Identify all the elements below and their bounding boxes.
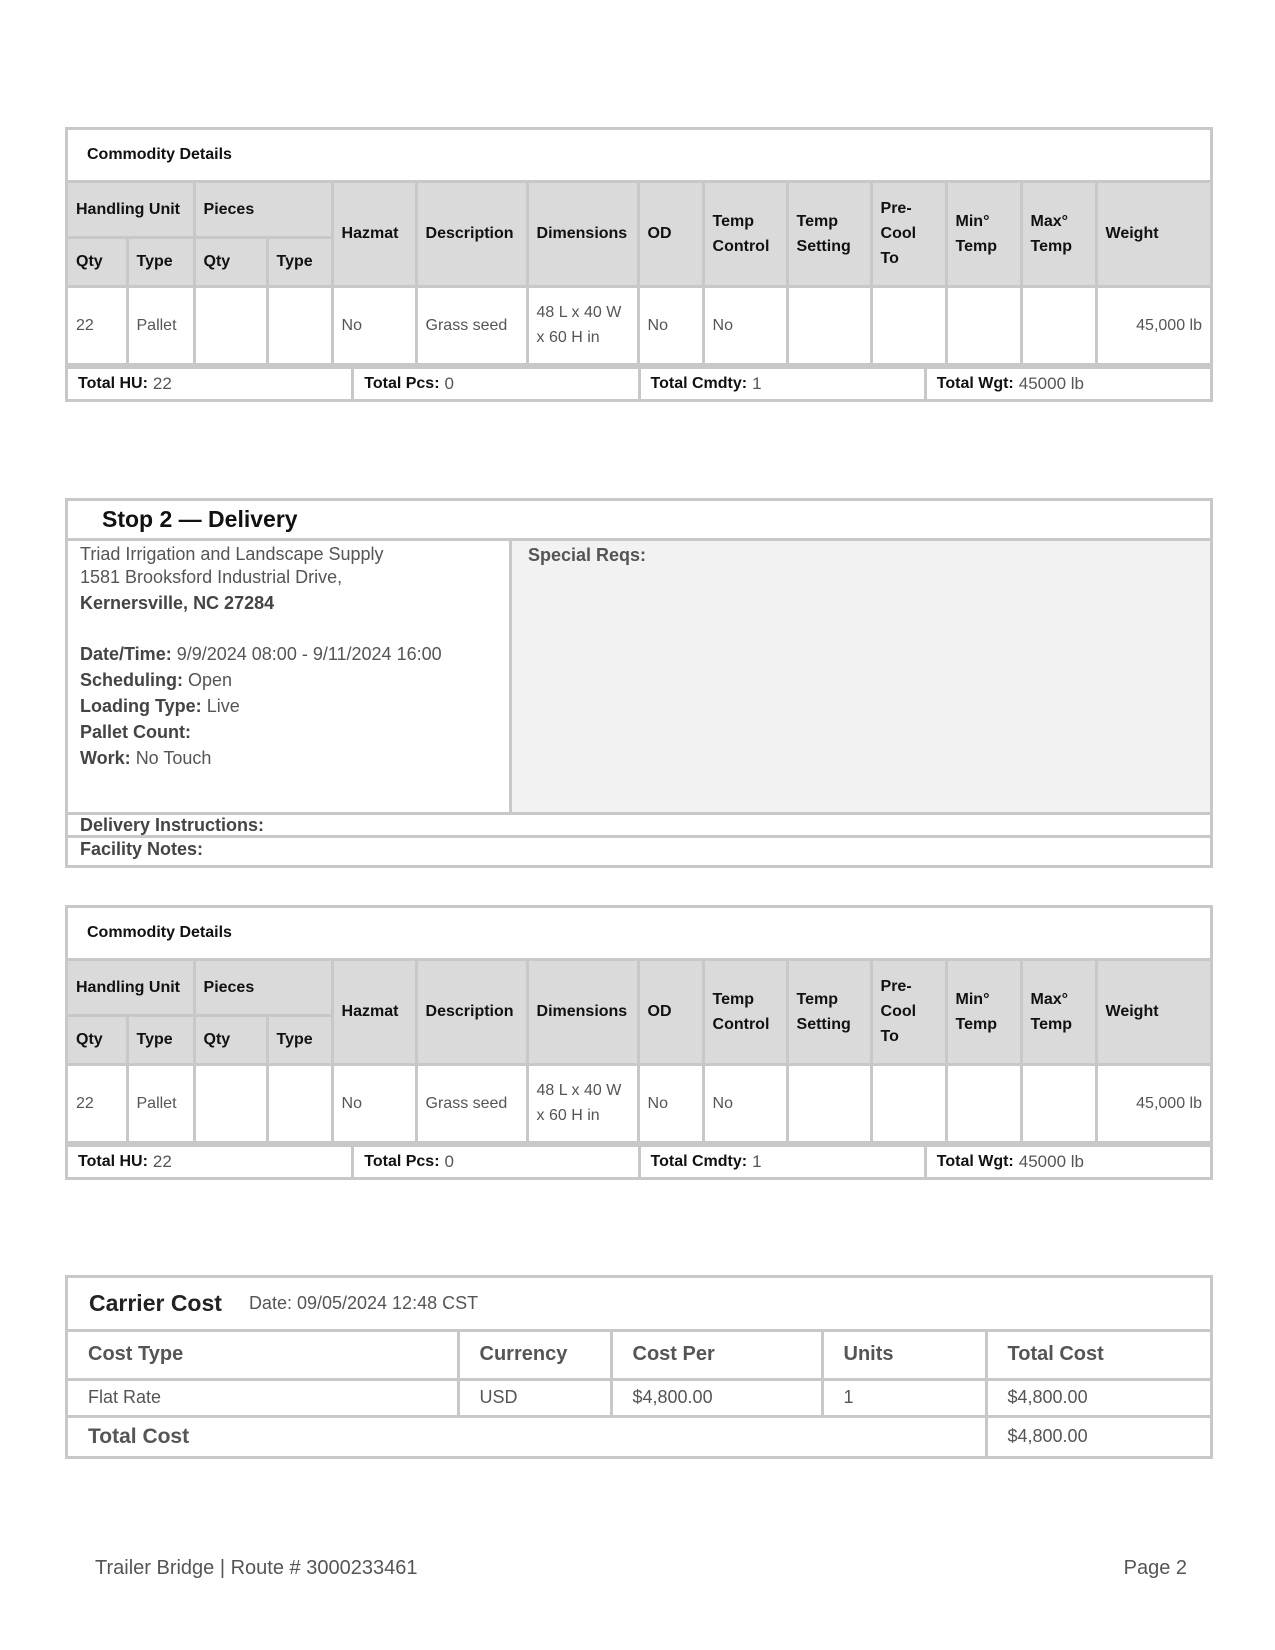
header-od: OD <box>638 183 703 286</box>
cell-temp-setting <box>787 286 871 364</box>
cell-description: Grass seed <box>416 286 527 364</box>
header-dimensions: Dimensions <box>527 183 638 286</box>
totals-row <box>68 1144 1210 1177</box>
header-precool: Pre-Cool To <box>871 183 946 286</box>
header-od: OD <box>638 961 703 1064</box>
datetime: Date/Time: 9/9/2024 08:00 - 9/11/2024 16:00 <box>80 644 442 664</box>
header-hu-type: Type <box>127 237 194 286</box>
cell-hu-qty: 22 <box>68 286 127 364</box>
carrier-cost-table <box>68 1332 1210 1456</box>
cell-cost-per: $4,800.00 <box>611 1379 822 1416</box>
header-pcs-type: Type <box>267 237 332 286</box>
cell-cost-type: Flat Rate <box>68 1379 458 1416</box>
total-wgt: Total Wgt: 45000 lb <box>936 1151 1084 1171</box>
cell-precool <box>871 286 946 364</box>
header-currency: Currency <box>458 1332 611 1379</box>
loading-type: Loading Type: Live <box>80 696 240 716</box>
commodity-details-table-2 <box>65 905 1213 1180</box>
commodity-details-table-1 <box>65 127 1213 402</box>
header-temp-setting: Temp Setting <box>787 183 871 286</box>
commodity-grid <box>68 183 1210 366</box>
header-pcs-type: Type <box>267 1015 332 1064</box>
commodity-grid <box>68 961 1210 1144</box>
totals-row <box>68 366 1210 399</box>
header-pieces: Pieces <box>194 961 332 1015</box>
city-state-zip: Kernersville, NC 27284 <box>80 593 275 613</box>
commodity-details-title: Commodity Details <box>68 908 1210 961</box>
total-cost-row <box>68 1416 1210 1456</box>
stop-title: Stop 2 — Delivery <box>68 501 1210 541</box>
header-pcs-qty: Qty <box>194 1015 267 1064</box>
header-hazmat: Hazmat <box>332 961 416 1064</box>
header-hazmat: Hazmat <box>332 183 416 286</box>
header-description: Description <box>416 183 527 286</box>
cell-precool <box>871 1064 946 1142</box>
total-cmdty: Total Cmdty: 1 <box>641 1147 927 1177</box>
header-hu-type: Type <box>127 1015 194 1064</box>
stop-delivery-section <box>65 498 1213 868</box>
carrier-cost-title: Carrier Cost <box>89 1290 222 1316</box>
header-pcs-qty: Qty <box>194 237 267 286</box>
facility-notes: Facility Notes: <box>80 839 204 859</box>
cell-weight: 45,000 lb <box>1096 1064 1210 1142</box>
total-cost-value: $4,800.00 <box>986 1416 1210 1456</box>
header-precool: Pre-Cool To <box>871 961 946 1064</box>
header-min-temp: Min° Temp <box>946 961 1021 1064</box>
street-address: 1581 Brooksford Industrial Drive, <box>80 567 343 587</box>
cell-temp-control: No <box>703 286 787 364</box>
header-temp-control: Temp Control <box>703 961 787 1064</box>
header-handling-unit: Handling Unit <box>68 961 194 1015</box>
cell-weight: 45,000 lb <box>1096 286 1210 364</box>
delivery-instructions: Delivery Instructions: <box>68 815 1210 838</box>
carrier-cost-section <box>65 1275 1213 1459</box>
cell-hu-type: Pallet <box>127 1064 194 1142</box>
total-wgt: Total Wgt: 45000 lb <box>936 373 1084 393</box>
company-name: Triad Irrigation and Landscape Supply <box>80 544 384 564</box>
cell-pcs-qty <box>194 286 267 364</box>
total-hu: Total HU: 22 <box>68 1147 354 1177</box>
special-reqs-panel <box>512 541 1210 812</box>
special-reqs-label: Special Reqs: <box>528 545 647 565</box>
commodity-details-title: Commodity Details <box>68 130 1210 183</box>
cell-hu-type: Pallet <box>127 286 194 364</box>
pallet-count: Pallet Count: <box>80 722 191 742</box>
total-pcs: Total Pcs: 0 <box>354 369 640 399</box>
cell-dimensions: 48 L x 40 W x 60 H in <box>527 1064 638 1142</box>
header-max-temp: Max° Temp <box>1021 961 1096 1064</box>
cell-dimensions: 48 L x 40 W x 60 H in <box>527 286 638 364</box>
header-description: Description <box>416 961 527 1064</box>
header-hu-qty: Qty <box>68 1015 127 1064</box>
total-hu: Total HU: 22 <box>68 369 354 399</box>
total-pcs: Total Pcs: 0 <box>354 1147 640 1177</box>
total-cmdty: Total Cmdty: 1 <box>641 369 927 399</box>
commodity-row <box>68 286 1210 364</box>
work: Work: No Touch <box>80 748 212 768</box>
cell-currency: USD <box>458 1379 611 1416</box>
cell-temp-setting <box>787 1064 871 1142</box>
stop-details <box>68 541 512 812</box>
cell-hazmat: No <box>332 286 416 364</box>
header-hu-qty: Qty <box>68 237 127 286</box>
cell-pcs-qty <box>194 1064 267 1142</box>
scheduling: Scheduling: Open <box>80 670 233 690</box>
cell-pcs-type <box>267 286 332 364</box>
cell-od: No <box>638 1064 703 1142</box>
header-weight: Weight <box>1096 961 1210 1064</box>
cost-row <box>68 1379 1210 1416</box>
cell-hazmat: No <box>332 1064 416 1142</box>
cell-min-temp <box>946 286 1021 364</box>
header-max-temp: Max° Temp <box>1021 183 1096 286</box>
header-temp-control: Temp Control <box>703 183 787 286</box>
header-cost-per: Cost Per <box>611 1332 822 1379</box>
cell-min-temp <box>946 1064 1021 1142</box>
total-cost-label: Total Cost <box>68 1416 986 1456</box>
header-temp-setting: Temp Setting <box>787 961 871 1064</box>
header-min-temp: Min° Temp <box>946 183 1021 286</box>
header-units: Units <box>822 1332 986 1379</box>
footer-route: Trailer Bridge | Route # 3000233461 <box>95 1557 418 1579</box>
cell-hu-qty: 22 <box>68 1064 127 1142</box>
cell-od: No <box>638 286 703 364</box>
header-pieces: Pieces <box>194 183 332 237</box>
header-total-cost: Total Cost <box>986 1332 1210 1379</box>
commodity-row <box>68 1064 1210 1142</box>
header-handling-unit: Handling Unit <box>68 183 194 237</box>
footer-page-number: Page 2 <box>1123 1557 1187 1579</box>
header-cost-type: Cost Type <box>68 1332 458 1379</box>
cell-pcs-type <box>267 1064 332 1142</box>
cell-total-cost: $4,800.00 <box>986 1379 1210 1416</box>
cell-units: 1 <box>822 1379 986 1416</box>
cell-temp-control: No <box>703 1064 787 1142</box>
cell-max-temp <box>1021 286 1096 364</box>
header-weight: Weight <box>1096 183 1210 286</box>
carrier-cost-date: Date: 09/05/2024 12:48 CST <box>248 1293 479 1313</box>
cell-description: Grass seed <box>416 1064 527 1142</box>
header-dimensions: Dimensions <box>527 961 638 1064</box>
cell-max-temp <box>1021 1064 1096 1142</box>
